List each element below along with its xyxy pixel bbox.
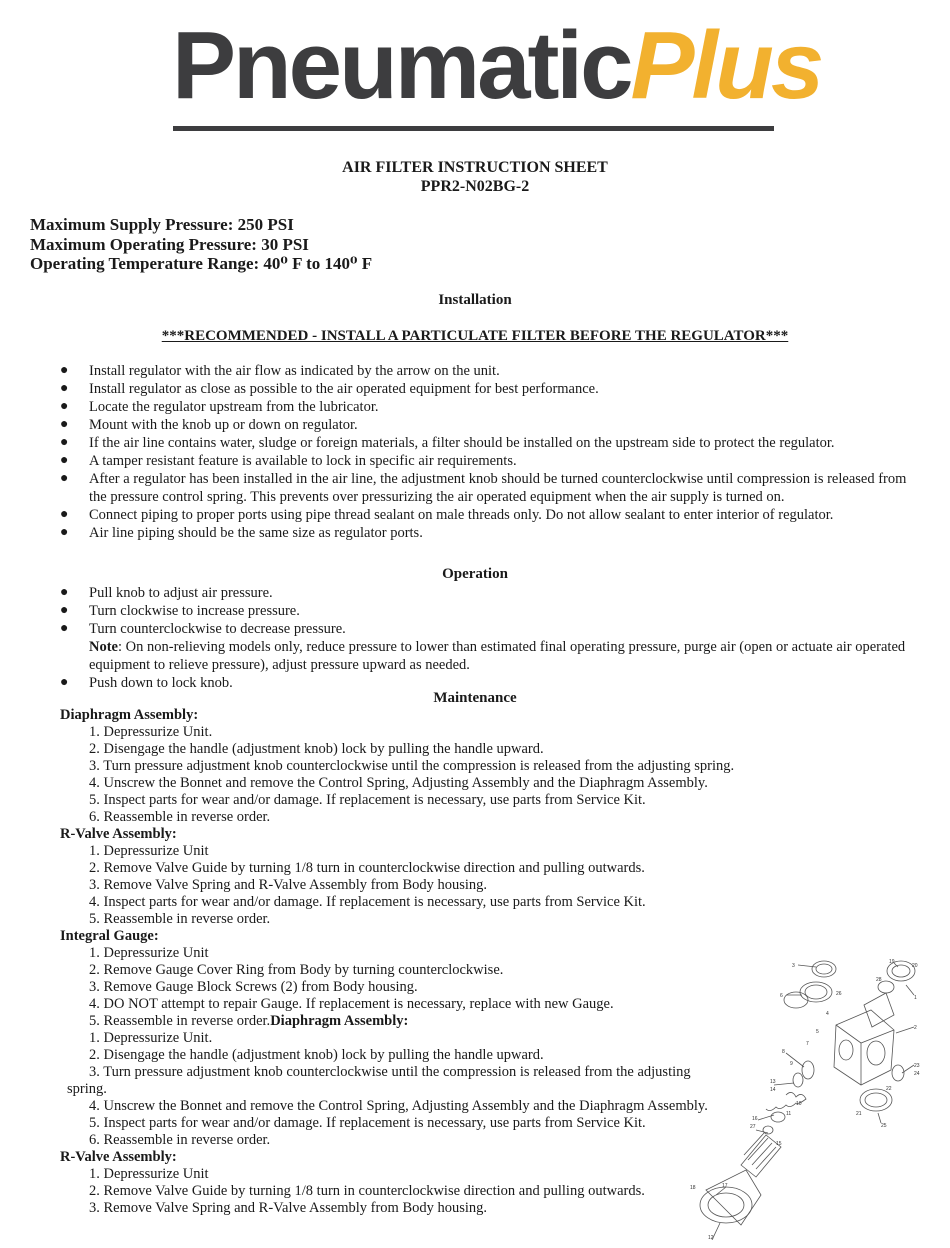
part-number-label: 28 bbox=[876, 977, 882, 983]
part-number-label: 12 bbox=[708, 1235, 714, 1240]
maintenance-step: 1. Depressurize Unit bbox=[89, 1166, 209, 1182]
part-number-label: 10 bbox=[796, 1101, 802, 1107]
sheet-title: AIR FILTER INSTRUCTION SHEET bbox=[342, 159, 608, 176]
maintenance-step: 4. Inspect parts for wear and/or damage. If replacement is necessary, use parts from Service Kit. bbox=[89, 894, 646, 910]
list-item-text: Install regulator with the air flow as indicated by the arrow on the unit. bbox=[89, 363, 500, 379]
bullet-icon: ● bbox=[60, 417, 69, 432]
bullet-icon: ● bbox=[60, 621, 69, 636]
installation-heading: Installation bbox=[438, 292, 512, 308]
list-item bbox=[60, 470, 910, 506]
part-number-label: 25 bbox=[881, 1123, 887, 1129]
part-number-label: 24 bbox=[914, 1071, 920, 1077]
part-number-label: 20 bbox=[912, 963, 918, 969]
spec-max-operating: Maximum Operating Pressure: 30 PSI bbox=[30, 234, 309, 254]
maintenance-step: 2. Disengage the handle (adjustment knob) lock by pulling the handle upward. bbox=[89, 1047, 544, 1063]
installation-list bbox=[60, 362, 910, 542]
bullet-icon: ● bbox=[60, 525, 69, 540]
maintenance-step: 5. Reassemble in reverse order. bbox=[89, 911, 271, 927]
part-number-label: 17 bbox=[722, 1183, 728, 1189]
bullet-icon: ● bbox=[60, 471, 69, 486]
part-number-label: 8 bbox=[782, 1049, 785, 1055]
maintenance-step: 6. Reassemble in reverse order. bbox=[89, 1132, 271, 1148]
maintenance-step bbox=[60, 1013, 710, 1030]
list-item-text: If the air line contains water, sludge or foreign materials, a filter should be installed on the upstream side to protect the regulator. bbox=[89, 435, 835, 451]
list-item bbox=[60, 416, 910, 434]
maintenance-step: 6. Reassemble in reverse order. bbox=[89, 809, 271, 825]
maintenance-step: 3. Turn pressure adjustment knob counterclockwise until the compression is released from the adjusting spring. bbox=[89, 758, 735, 774]
list-item-text: Push down to lock knob. bbox=[89, 675, 233, 691]
part-number-label: 19 bbox=[889, 959, 895, 965]
list-item-text: Turn counterclockwise to decrease pressure. bbox=[89, 621, 346, 637]
list-item-text: Connect piping to proper ports using pipe thread sealant on male threads only. Do not allow sealant to enter interior of regulator. bbox=[89, 507, 834, 523]
list-item-text: Mount with the knob up or down on regulator. bbox=[89, 417, 358, 433]
part-number-label: 23 bbox=[914, 1063, 920, 1069]
bullet-icon: ● bbox=[60, 435, 69, 450]
list-item-text: Air line piping should be the same size as regulator ports. bbox=[89, 525, 423, 541]
maintenance-step: 1. Depressurize Unit. bbox=[89, 1030, 213, 1046]
note-label: Note bbox=[89, 639, 118, 655]
part-number-label: 2 bbox=[914, 1025, 917, 1031]
logo-wordmark bbox=[172, 12, 822, 119]
part-number-label: 26 bbox=[836, 991, 842, 997]
part-number-label: 5 bbox=[816, 1029, 819, 1035]
note-text: : On non-relieving models only, reduce pressure to lower than estimated final operating pressure, purge air (open or actuate air operated equipment to relieve pressure), adjust pressure upward as needed. bbox=[89, 639, 906, 673]
list-item bbox=[60, 380, 910, 398]
list-item-text: A tamper resistant feature is available to lock in specific air requirements. bbox=[89, 453, 517, 469]
part-number-label: 11 bbox=[786, 1111, 792, 1117]
maintenance-step: 2. Remove Valve Guide by turning 1/8 turn in counterclockwise direction and pulling outwards. bbox=[89, 1183, 645, 1199]
maintenance-step: 1. Depressurize Unit bbox=[89, 843, 209, 859]
list-item-text: Pull knob to adjust air pressure. bbox=[89, 585, 273, 601]
bullet-icon: ● bbox=[60, 399, 69, 414]
list-item bbox=[60, 398, 910, 416]
operation-heading: Operation bbox=[442, 566, 508, 582]
list-item-text: Locate the regulator upstream from the lubricator. bbox=[89, 399, 379, 415]
exploded-parts-diagram bbox=[686, 955, 924, 1240]
diaphragm-assembly-title: Diaphragm Assembly: bbox=[60, 707, 199, 723]
part-number-label: 13 bbox=[770, 1079, 776, 1085]
part-number-label: 1 bbox=[914, 995, 917, 1001]
list-item bbox=[60, 506, 910, 524]
bullet-icon: ● bbox=[60, 381, 69, 396]
maintenance-step: 4. Unscrew the Bonnet and remove the Control Spring, Adjusting Assembly and the Diaphragm Assembly. bbox=[89, 1098, 708, 1114]
maintenance-step: 1. Depressurize Unit. bbox=[89, 724, 213, 740]
logo-underline bbox=[173, 126, 774, 131]
maintenance-step-text: 5. Reassemble in reverse order. bbox=[89, 1013, 271, 1029]
bullet-icon: ● bbox=[60, 507, 69, 522]
maintenance-step: 2. Remove Valve Guide by turning 1/8 turn in counterclockwise direction and pulling outwards. bbox=[89, 860, 645, 876]
maintenance-step: 3. Turn pressure adjustment knob counterclockwise until the compression is released from the adjusting spring. bbox=[67, 1064, 691, 1097]
bullet-icon: ● bbox=[60, 453, 69, 468]
maintenance-step: 2. Remove Gauge Cover Ring from Body by turning counterclockwise. bbox=[89, 962, 504, 978]
recommended-notice: ***RECOMMENDED - INSTALL A PARTICULATE FILTER BEFORE THE REGULATOR*** bbox=[161, 328, 789, 344]
list-item bbox=[60, 452, 910, 470]
maintenance-step: 4. Unscrew the Bonnet and remove the Control Spring, Adjusting Assembly and the Diaphragm Assembly. bbox=[89, 775, 708, 791]
list-item bbox=[60, 434, 910, 452]
part-number-label: 3 bbox=[792, 963, 795, 969]
operation-list bbox=[60, 584, 910, 692]
part-number-label: 16 bbox=[752, 1116, 758, 1122]
part-number-label: 4 bbox=[826, 1011, 829, 1017]
list-item bbox=[60, 584, 910, 602]
diagram-drawing bbox=[700, 961, 915, 1240]
maintenance-step: 4. DO NOT attempt to repair Gauge. If replacement is necessary, replace with new Gauge. bbox=[89, 996, 614, 1012]
list-item-text: Turn clockwise to increase pressure. bbox=[89, 603, 300, 619]
pneumaticplus-logo bbox=[172, 12, 822, 136]
diaphragm-assembly-inline-title: Diaphragm Assembly: bbox=[270, 1013, 409, 1029]
list-item bbox=[60, 524, 910, 542]
part-number-label: 18 bbox=[690, 1185, 696, 1191]
maintenance-step: 5. Inspect parts for wear and/or damage. If replacement is necessary, use parts from Service Kit. bbox=[89, 1115, 646, 1131]
maintenance-heading: Maintenance bbox=[433, 690, 517, 706]
spec-temp-range: Operating Temperature Range: 40⁰ F to 140⁰ F bbox=[30, 254, 373, 273]
model-number: PPR2-N02BG-2 bbox=[420, 178, 530, 195]
bullet-icon: ● bbox=[60, 675, 69, 690]
part-number-label: 22 bbox=[886, 1086, 892, 1092]
bullet-icon: ● bbox=[60, 363, 69, 378]
list-item bbox=[60, 362, 910, 380]
logo-text-pneumatic: Pneumatic bbox=[172, 12, 631, 119]
part-number-label: 9 bbox=[790, 1061, 793, 1067]
part-number-label: 27 bbox=[750, 1124, 756, 1130]
rvalve-assembly-title-2: R-Valve Assembly: bbox=[60, 1149, 177, 1165]
maintenance-step: 5. Inspect parts for wear and/or damage. If replacement is necessary, use parts from Service Kit. bbox=[89, 792, 646, 808]
list-item-text: Install regulator as close as possible to the air operated equipment for best performance. bbox=[89, 381, 599, 397]
rvalve-assembly-title: R-Valve Assembly: bbox=[60, 826, 177, 842]
list-item bbox=[60, 602, 910, 620]
part-number-label: 6 bbox=[780, 993, 783, 999]
list-item bbox=[60, 620, 910, 674]
list-item-text: After a regulator has been installed in the air line, the adjustment knob should be turned counterclockwise until compression is released from the pressure control spring. This prevents over pressurizing the air operated equipment when the air supply is turned on. bbox=[89, 471, 907, 505]
integral-gauge-title: Integral Gauge: bbox=[60, 928, 159, 944]
maintenance-step: 3. Remove Gauge Block Screws (2) from Body housing. bbox=[89, 979, 418, 995]
part-number-label: 21 bbox=[856, 1111, 862, 1117]
maintenance-step: 2. Disengage the handle (adjustment knob) lock by pulling the handle upward. bbox=[89, 741, 544, 757]
bullet-icon: ● bbox=[60, 585, 69, 600]
part-number-label: 7 bbox=[806, 1041, 809, 1047]
part-number-label: 14 bbox=[770, 1087, 776, 1093]
logo-text-plus: Plus bbox=[630, 12, 822, 119]
maintenance-step: 1. Depressurize Unit bbox=[89, 945, 209, 961]
maintenance-step: 3. Remove Valve Spring and R-Valve Assembly from Body housing. bbox=[89, 1200, 488, 1216]
maintenance-step: 3. Remove Valve Spring and R-Valve Assembly from Body housing. bbox=[89, 877, 488, 893]
bullet-icon: ● bbox=[60, 603, 69, 618]
part-number-label: 15 bbox=[776, 1141, 782, 1147]
spec-max-supply: Maximum Supply Pressure: 250 PSI bbox=[30, 215, 294, 234]
